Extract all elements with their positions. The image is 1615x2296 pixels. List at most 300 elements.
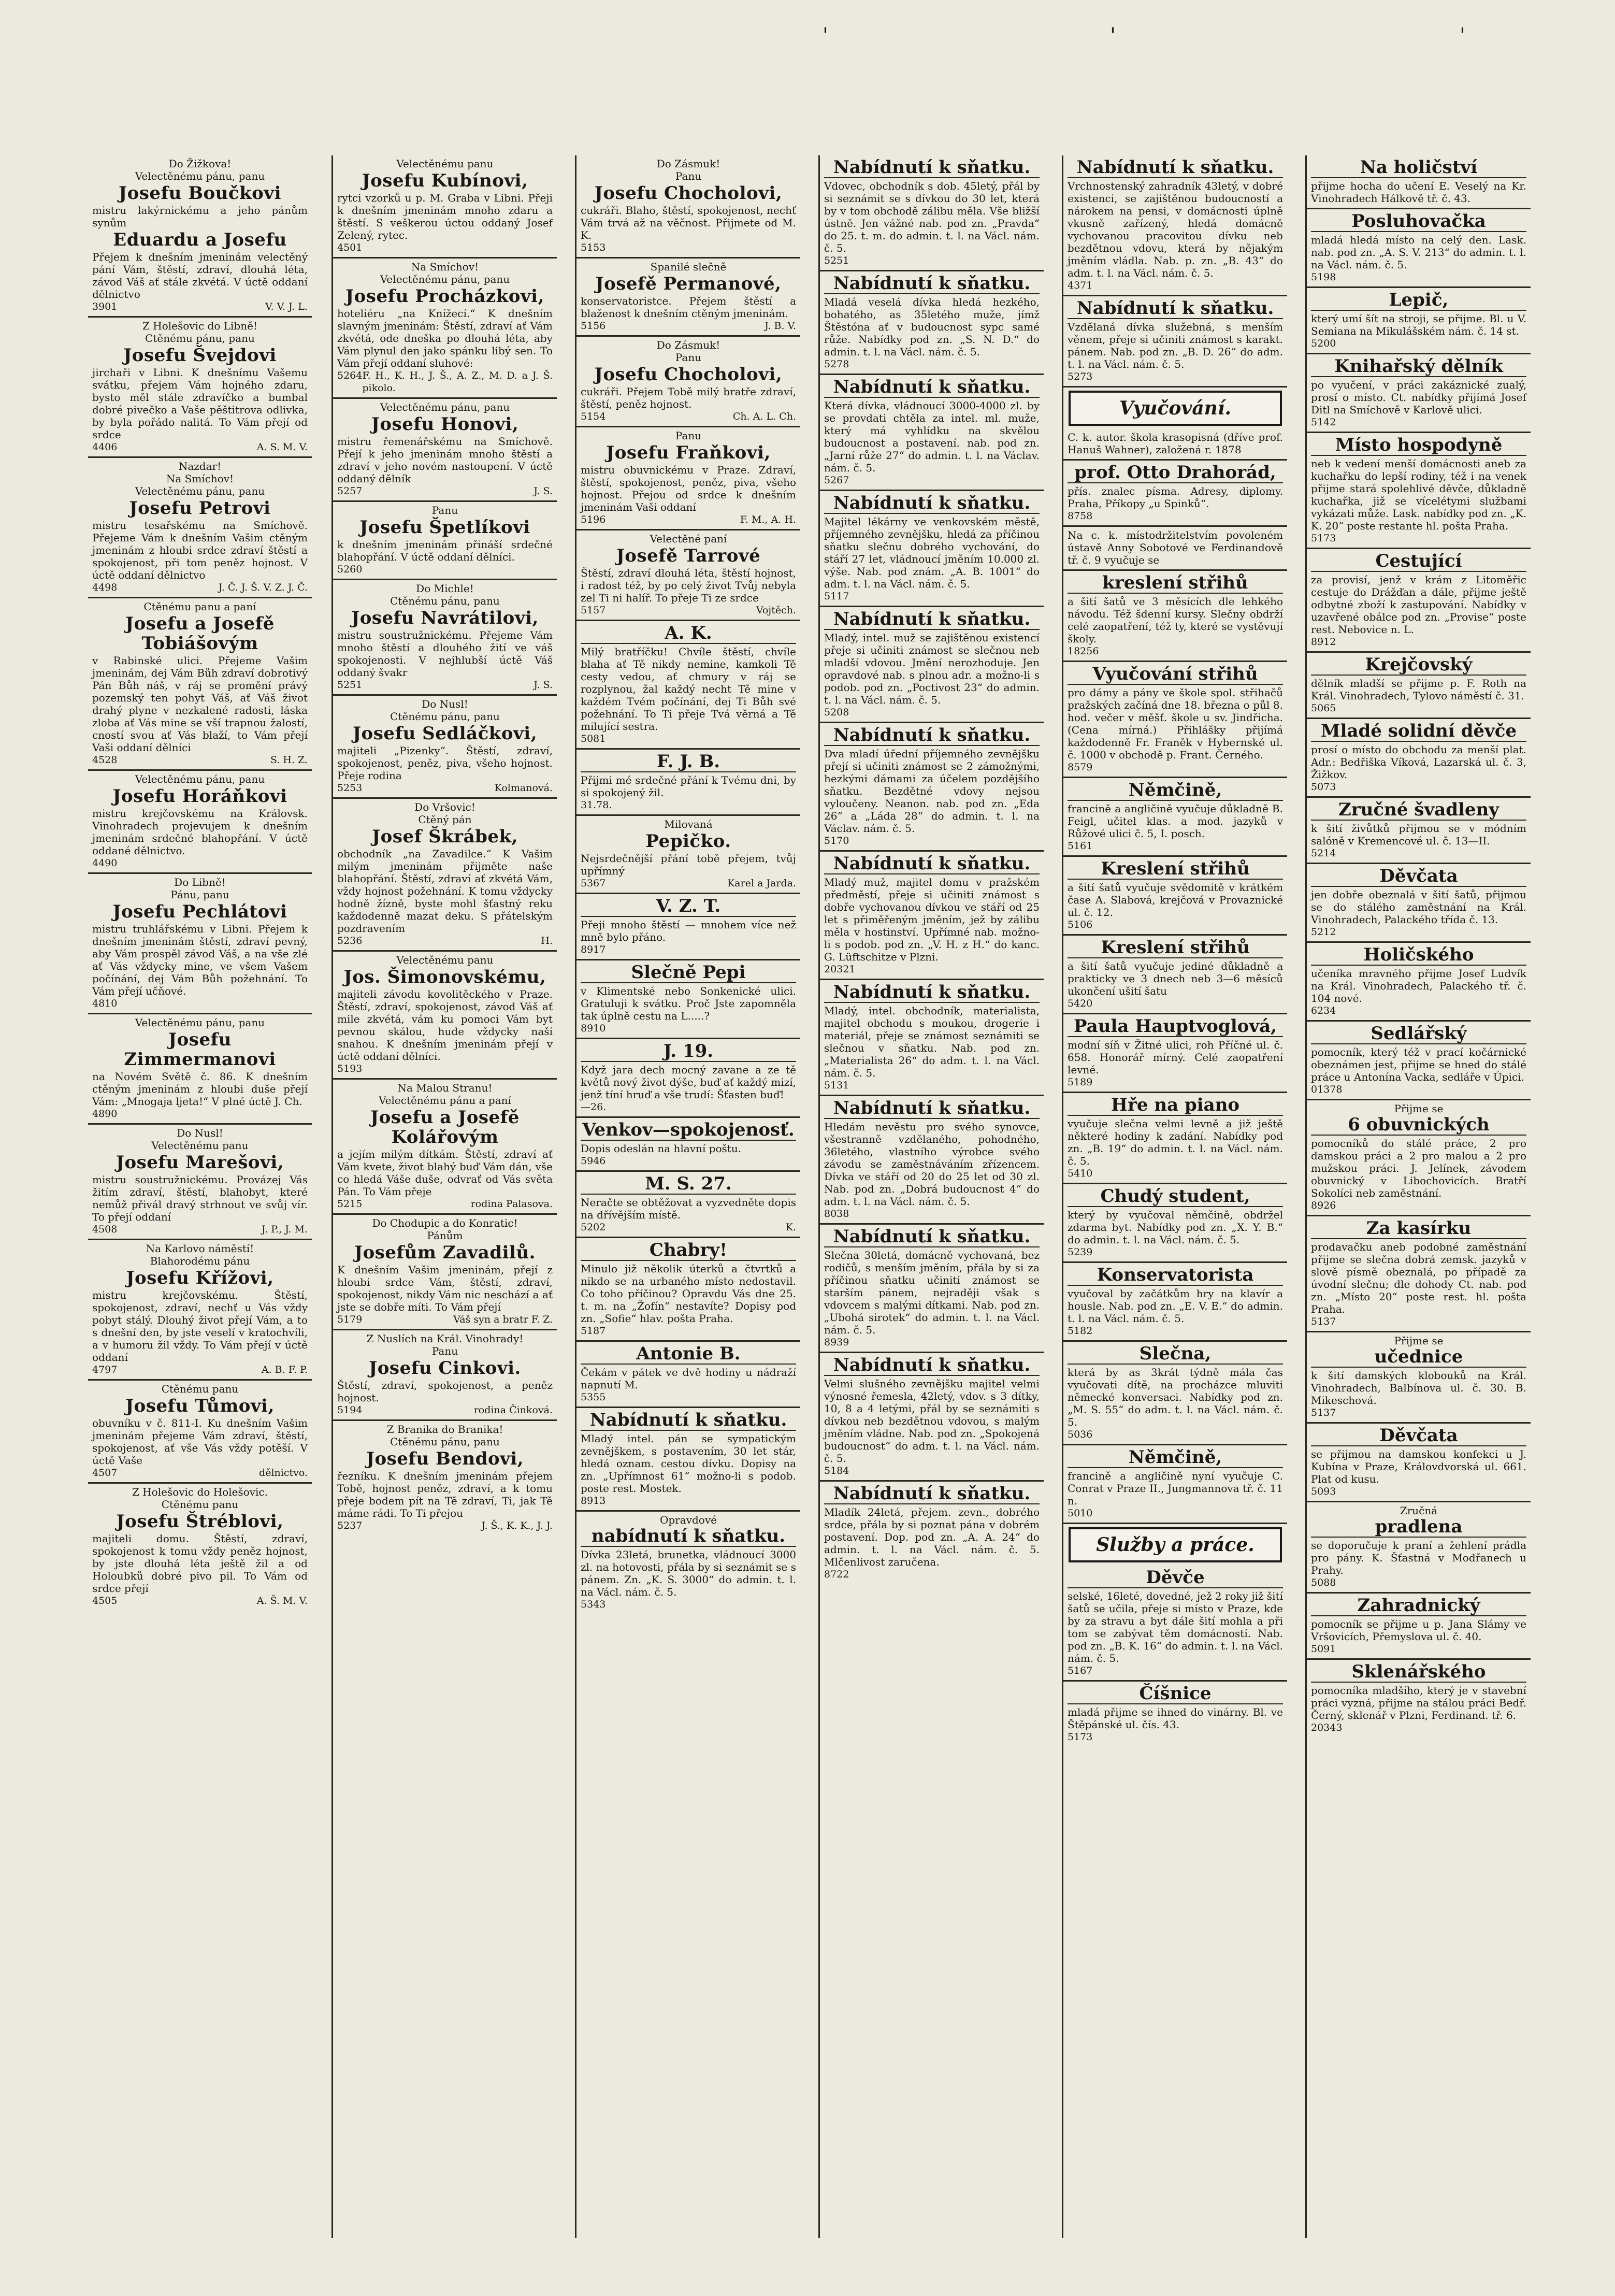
- ad-line: Velectěnému pánu, panu: [135, 1016, 265, 1029]
- ad-headline: V. Z. T.: [581, 896, 796, 917]
- ad-body: vyučoval by začátkům hry na klavír a housle. Nab. pod zn. „E. V. E.“ do admin. t. l. na Václ. nám. č. 5.: [1068, 1287, 1283, 1325]
- ad-line: Na Smíchov!: [411, 261, 479, 273]
- advertisement: [1063, 778, 1287, 857]
- ad-code: 5161: [1068, 840, 1093, 852]
- ad-headline: Posluhovačka: [1311, 211, 1526, 232]
- ad-line: Do Chodupic a do Konratic!: [372, 1217, 518, 1229]
- ad-footer: [581, 799, 796, 811]
- ad-headline: Děvče: [1068, 1568, 1283, 1588]
- ad-footer: [1311, 1199, 1526, 1212]
- ad-body: prodavačku aneb podobné zaměstnání přijme se slečna dobrá zemsk. jazyků v slově písmě obeznalá, po případě za úvodní slečnu; dle dohody Ct. nab. pod zn. „Místo 20“ poste rest. hl. pošta Praha.: [1311, 1241, 1526, 1315]
- ad-footer: [1068, 1507, 1283, 1519]
- ad-headline: Paula Hauptvoglová,: [1068, 1016, 1283, 1037]
- ad-body: Přijmi mé srdečné přání k Tvému dni, by si spokojený žil.: [581, 774, 796, 799]
- ad-code: 5260: [337, 564, 363, 575]
- ad-headline: Nabídnutí k sňatku.: [824, 609, 1040, 630]
- ad-line: Velectěnému pánu, panu: [135, 170, 265, 182]
- recipient-name: Josefu Honovi,: [371, 414, 519, 435]
- ad-code: 5212: [1311, 926, 1336, 938]
- ad-headline: Mladé solidní děvče: [1311, 721, 1526, 742]
- advertisement: [1063, 1445, 1287, 1524]
- ad-headline: Sedlářský: [1311, 1024, 1526, 1044]
- ad-footer: [92, 1108, 308, 1120]
- ad-signature: Vojtěch.: [756, 605, 796, 616]
- ad-footer: [1311, 702, 1526, 714]
- ad-code: 5073: [1311, 781, 1336, 793]
- recipient-name: Josefu Navrátilovi,: [351, 608, 539, 628]
- advertisement: [1307, 155, 1531, 209]
- ad-footer: [581, 877, 796, 889]
- advertisement: [88, 771, 312, 874]
- ad-footer: [824, 835, 1040, 847]
- ad-signature: A. B. F. P.: [261, 1364, 308, 1375]
- ad-code: 5194: [337, 1404, 363, 1416]
- ad-line: Panu: [675, 351, 702, 364]
- ad-footer: [92, 1595, 308, 1607]
- ad-line: Z Nuslích na Král. Vinohrady!: [366, 1332, 524, 1345]
- advertisement: [333, 259, 557, 399]
- ad-line: Panu: [431, 1345, 458, 1357]
- ad-footer: [92, 441, 308, 453]
- ad-code: 5081: [581, 733, 606, 744]
- ad-headline: Nabídnutí k sňatku.: [1068, 298, 1283, 319]
- advertisement: [576, 1118, 800, 1172]
- ad-headline: Nabídnutí k sňatku.: [1068, 157, 1283, 178]
- ad-code: 8038: [824, 1208, 849, 1219]
- ad-body: Mladý, intel. muž se zajištěnou existencí přeje si učiniti známost se slečnou neb mladší vdovou. Jmění nerozhoduje. Jen opravdové nab. s plnou adr. a možno-li s podob. pod zn. „Poctivost 23“ do admin. t. l. na Václ. nám. č. 5.: [824, 632, 1040, 706]
- ad-code: 18256: [1068, 645, 1099, 657]
- advertisement: [88, 1381, 312, 1484]
- ad-line: Velectěnému pánu a paní: [379, 1094, 511, 1107]
- ad-headline: Holičského: [1311, 945, 1526, 966]
- advertisement: [1063, 527, 1287, 571]
- ad-headline: Antonie B.: [581, 1344, 796, 1365]
- ad-body: majiteli domu. Štěstí, zdraví, spokojenost k tomu vždy peněz hojnost, by jste dlouhá léta ještě žil a od Holoubků dobré pivo pil. To Vám od srdce přejí: [92, 1532, 308, 1595]
- ad-signature: F. M., A. H.: [740, 514, 796, 525]
- ad-body: C. k. autor. škola krasopisná (dříve prof. Hanuš Wahner), založená r. 1878: [1068, 431, 1283, 456]
- ad-headline: Zahradnický: [1311, 1596, 1526, 1616]
- ad-footer: [824, 706, 1040, 719]
- recipient-name: Josefu Bendovi,: [366, 1448, 524, 1469]
- ad-line: Milovaná: [664, 818, 713, 830]
- ad-code: 4890: [92, 1108, 118, 1120]
- ad-body: mistru soustružnickému. Provázej Vás žitím zdraví, štěstí, blahobyt, které nemůž přivál dravý strhnout ve svůj vír. To přejí oddaní: [92, 1173, 308, 1223]
- ad-signature: A. Š. M. V.: [256, 1595, 308, 1606]
- ad-body: Štěstí, zdraví dlouhá léta, štěstí hojnost, i radost též, by po celý život Tvůj nebyla zel Ti ni halíř. To přeje Ti ze srdce: [581, 567, 796, 604]
- advertisement: [576, 621, 800, 750]
- ad-code: 6234: [1311, 1005, 1336, 1016]
- ad-headline: Cestující: [1311, 551, 1526, 572]
- ad-code: 4797: [92, 1364, 118, 1375]
- ad-headline: pradlena: [1311, 1517, 1526, 1538]
- ad-headline: Konservatorista: [1068, 1265, 1283, 1286]
- ad-signature: J. Č. J. Š. V. Z. J. Č.: [218, 582, 308, 593]
- ad-body: pomocníků do stálé práce, 2 pro damskou práci a 2 pro malou a 2 pro mužskou práci. J. Jelínek, závodem obuvnický v Libochovicích. Bratří Sokolíci neb zaměstnání.: [1311, 1137, 1526, 1199]
- ad-code: 5420: [1068, 998, 1093, 1009]
- recipient-name: Josefu a Josefě Tobiášovým: [125, 613, 275, 654]
- advertisement: [88, 1240, 312, 1381]
- ad-body: Dopis odeslán na hlavní poštu.: [581, 1142, 742, 1155]
- ad-footer: [824, 1568, 1040, 1581]
- ad-body: Minulo již několik úterků a čtvrtků a nikdo se na urbaného místo nedostavil. Co toho příčinou? Opravdu Vás dne 25. t. m. na „Žofín“ nestavíte? Dopisy pod zn. „Sofie“ hlav. pošta Praha.: [581, 1262, 796, 1325]
- ad-body: pomocník se přijme u p. Jana Slámy ve Vršovicích, Přemyslova ul. č. 40.: [1311, 1618, 1526, 1643]
- page-mark-3: ': [1460, 24, 1465, 48]
- ad-code: 5200: [1311, 338, 1336, 349]
- advertisement: [333, 952, 557, 1080]
- ad-code: 5157: [581, 605, 606, 616]
- advertisement: [820, 607, 1044, 723]
- ad-body: mladá hledá místo na celý den. Lask. nab. pod zn. „A. S. V. 213“ do admin. t. l. na Václ. nám. č. 5.: [1311, 234, 1526, 271]
- ad-headline: Chudý student,: [1068, 1186, 1283, 1207]
- ad-footer: [92, 581, 308, 594]
- ad-footer: [337, 563, 553, 576]
- ad-footer: [1311, 1643, 1526, 1655]
- ad-line: Do Vršovic!: [414, 801, 475, 813]
- ad-headline: Slečně Pepi: [581, 963, 796, 983]
- ad-line: Opravdové: [660, 1514, 717, 1526]
- ad-code: 8758: [1068, 510, 1093, 522]
- advertisement: [1063, 936, 1287, 1014]
- ad-signature: H.: [541, 935, 553, 946]
- ad-footer: [92, 1223, 308, 1236]
- ad-body: Neračte se obtěžovat a vyzvedněte dopis na dřívějším místě.: [581, 1196, 796, 1221]
- ad-code: 5236: [337, 935, 363, 946]
- recipient-name: Josefu Horáňkovi: [112, 786, 287, 807]
- ad-footer: [337, 1198, 553, 1210]
- ad-signature: Váš syn a bratr F. Z.: [453, 1314, 553, 1325]
- ad-code: 5173: [1068, 1731, 1093, 1743]
- ad-line: Pánům: [427, 1229, 463, 1242]
- ad-body: mistru obuvnickému v Praze. Zdraví, štěstí, spokojenost, peněz, piva, všeho hojnost. Přejou od srdce k dnešním jmeninám Vaši oddaní: [581, 464, 796, 513]
- ad-line: Z Holešovic do Holešovic.: [132, 1486, 268, 1498]
- advertisement: [88, 598, 312, 771]
- advertisement: [576, 259, 800, 337]
- advertisement: [1063, 1184, 1287, 1263]
- ad-footer: [337, 679, 553, 691]
- section-heading: Vyučování.: [1069, 391, 1282, 426]
- ad-body: mistru soustružnickému. Přejeme Vám mnoho štěstí a dlouhého žití ve váš spokojenosti. V nejhlubší úctě Váš oddaný švakr: [337, 629, 553, 679]
- ad-body: rytci vzorků u p. M. Graba v Libni. Přeji k dnešním jmeninám mnoho zdaru a štěstí. S veškerou úctou oddaný Josef Zelený, rytec.: [337, 192, 553, 241]
- advertisement: [1307, 1100, 1531, 1216]
- ad-headline: Lepič,: [1311, 290, 1526, 311]
- ad-line: Zručná: [1400, 1504, 1438, 1517]
- ad-body: a šití šatů vyučuje jediné důkladně a prakticky ve 3 dnech neb 3—6 měsíců ukončení ušití šatu: [1068, 960, 1283, 997]
- ad-code: 5106: [1068, 919, 1093, 930]
- ad-body: Vrchnostenský zahradník 43letý, v dobré existenci, se zajištěnou budoucností a nárokem na pensi, v domácnosti úplně vkusně zařízený, hledá domácně vychovanou pracovitou dívku neb bezdětnou vdovu, která by nějakým jměním vládla. Nab. p. zn. „B. 43“ do adm. t. l. na Václ. nám. č. 5.: [1068, 180, 1283, 279]
- ad-code: 31.78.: [581, 799, 612, 811]
- ad-code: 8722: [824, 1569, 849, 1580]
- ad-code: 5343: [581, 1599, 606, 1610]
- ad-footer: [1068, 370, 1283, 383]
- ad-headline: Na holičství: [1311, 157, 1526, 178]
- ad-line: Do Libně!: [174, 876, 226, 888]
- ad-footer: [92, 754, 308, 766]
- ad-headline: Nabídnutí k sňatku.: [824, 157, 1040, 178]
- advertisement: [576, 960, 800, 1039]
- ad-signature: Kolmanová.: [494, 782, 553, 794]
- ad-line: Z Branika do Branika!: [386, 1423, 503, 1436]
- ad-body: hoteliéru „na Knížecí.“ K dnešním slavným jmeninám: Štěstí, zdraví ať Vám zkvétá, ode dneška po dlouhá léta, aby Vám plynul den jako spánku libý sen. To Vám přejí oddaní sluhové:: [337, 307, 553, 369]
- advertisement: [88, 318, 312, 458]
- advertisement: [88, 1125, 312, 1240]
- ad-footer: [92, 857, 308, 869]
- advertisement: [820, 980, 1044, 1096]
- advertisement: [1063, 155, 1287, 296]
- ad-body: mistru truhlářskému v Libni. Přejem k dnešním jmeninám štěstí, zdraví pevný, aby Vám prospěl závod Váš, a na vše zlé ať Vás vždycky mine, ve všem Vašem počínání, dej Vám Bůh požehnání. To Vám přejí učňové.: [92, 923, 308, 997]
- ad-footer: [1311, 1407, 1526, 1419]
- recipient-name: Josefu Špetlíkovi: [359, 517, 530, 538]
- ad-footer: [1311, 416, 1526, 428]
- ad-signature: J. S.: [533, 679, 553, 691]
- ad-code: 20343: [1311, 1722, 1343, 1733]
- ad-footer: [337, 1063, 553, 1075]
- ad-footer: [581, 604, 796, 616]
- ad-footer: [581, 1221, 796, 1233]
- ad-headline: Nabídnutí k sňatku.: [824, 1355, 1040, 1376]
- ad-code: 5193: [337, 1063, 363, 1074]
- ad-body: pomocníka mladšího, který je v stavební práci vyzná, přijme na stálou práci Bedř. Černý, sklenář v Plzni, Ferdinand. tř. 6.: [1311, 1684, 1526, 1721]
- ad-footer: [1068, 1167, 1283, 1180]
- ad-body: dělník mladší se přijme p. F. Roth na Král. Vinohradech, Tylovo náměstí č. 31.: [1311, 677, 1526, 702]
- recipient-name: Josefu Boučkovi: [119, 183, 281, 204]
- recipient-name: Josefu Křížovi,: [126, 1268, 274, 1288]
- recipient-name: Josefu Fraňkovi,: [606, 442, 771, 463]
- ad-line: Do Zásmuk!: [656, 157, 720, 170]
- advertisement: [1063, 1014, 1287, 1093]
- advertisement: [1063, 296, 1287, 388]
- ad-headline: nabídnutí k sňatku.: [581, 1526, 796, 1547]
- ad-headline: Němčině,: [1068, 780, 1283, 801]
- ad-line: Velectěnému pánu, panu: [135, 773, 265, 785]
- ad-line: Ctěnému pánu, panu: [390, 1436, 500, 1448]
- ad-body: Na c. k. místodržitelstvím povoleném ústavě Anny Sobotové ve Ferdinandově tř. č. 9 vyučuje se: [1068, 529, 1283, 566]
- ad-line: Do Michle!: [416, 582, 474, 595]
- ad-headline: Za kasírku: [1311, 1218, 1526, 1239]
- ad-footer: [1068, 840, 1283, 852]
- ad-footer: [824, 254, 1040, 267]
- advertisement: [333, 696, 557, 799]
- ad-footer: [1068, 1731, 1283, 1743]
- advertisement: [88, 155, 312, 318]
- ad-footer: [1068, 1325, 1283, 1337]
- ad-code: 5173: [1311, 533, 1336, 544]
- ad-code: 01378: [1311, 1084, 1343, 1095]
- ad-footer: [1068, 919, 1283, 931]
- ad-code: 5184: [824, 1465, 849, 1476]
- ad-code: 5036: [1068, 1429, 1093, 1440]
- ad-code: 5131: [824, 1080, 849, 1091]
- ad-footer: [337, 1404, 553, 1416]
- advertisement: [1307, 1502, 1531, 1594]
- ad-body: k dnešním jmeninám přináší srdečné blahopřání. V úctě oddaní dělníci.: [337, 538, 553, 563]
- ad-line: Na Malou Stranu!: [397, 1082, 493, 1094]
- advertisement: [333, 1080, 557, 1215]
- ad-line: Panu: [675, 429, 702, 442]
- ad-line: Velectěnému pánu, panu: [380, 401, 510, 413]
- ad-headline: Kreslení střihů: [1068, 938, 1283, 958]
- advertisement: [1307, 864, 1531, 943]
- ad-footer: [1311, 926, 1526, 938]
- ad-footer: [1311, 337, 1526, 350]
- ad-headline: Zručné švadleny: [1311, 800, 1526, 821]
- ad-code: 8913: [581, 1495, 606, 1506]
- ad-footer: [337, 782, 553, 794]
- ad-body: Hledám nevěstu pro svého synovce, všestranně vzdělaného, pohodného, 36letého, vlastního výrobce svého závodu se zaměstnáváním zřízencem. Dívka ve stáří od 20 do 25 let od 30 zl. Nab. pod zn. „Dobrá budoucnost 4“ do adm. t. l. na Václ. nám. č. 5.: [824, 1121, 1040, 1208]
- ad-body: obuvníku v č. 811-I. Ku dnešním Vašim jmeninám přejeme Vám zdraví, štěstí, spokojenost, ať vše Vás vždy potěší. V úctě Vaše: [92, 1417, 308, 1467]
- recipient-name: Josefu Chocholovi,: [594, 183, 783, 204]
- advertisement: [1307, 1660, 1531, 1737]
- ad-footer: [337, 241, 553, 254]
- ad-footer: [1311, 1485, 1526, 1498]
- advertisement: [333, 399, 557, 502]
- advertisement: [333, 1330, 557, 1421]
- ad-code: 5010: [1068, 1508, 1093, 1519]
- advertisement: [1307, 798, 1531, 864]
- ad-headline: Nabídnutí k sňatku.: [824, 1227, 1040, 1247]
- recipient-name: Josefu Pechlátovi: [112, 901, 287, 922]
- ad-body: majiteli „Pizenky“. Štěstí, zdraví, spokojenost, peněz, piva, všeho hojnost. Přeje rodina: [337, 744, 553, 782]
- ad-signature: K.: [785, 1222, 796, 1233]
- ad-body: mistru řemenářskému na Smíchově. Přejí k jeho jmeninám mnoho štěstí a zdraví v jeho novém nastoupení. V úctě oddaný dělník: [337, 435, 553, 485]
- ad-code: 5946: [581, 1155, 606, 1167]
- recipient-name: Josefu Chocholovi,: [594, 364, 783, 385]
- ad-footer: [581, 1101, 796, 1113]
- ad-code: 5267: [824, 475, 849, 486]
- ad-body: Slečna 30letá, domácně vychovaná, bez rodičů, s menším jměním, přála by si za příčinou sňatku učiniti známost se starším pánem, nejraději však s vdovcem s malými dítkami. Nab. pod zn. „Ubohá sirotek“ do admin. t. l. na Václ. nám. č. 5.: [824, 1249, 1040, 1336]
- ad-body: v Rabinské ulici. Přejeme Vašim jmeninám, dej Vám Bůh zdraví dobrotivý Pán Bůh náš, v ráj se promění právý pozemský ten pohyt Váš, ať Váš život drahý plyne v nezkalené radosti, láska zloba ať Vás mine se vší trapnou žalostí, cností svou ať Vás blaží, to Vám přejí Vaši oddaní dělníci: [92, 654, 308, 754]
- ad-footer: [824, 1336, 1040, 1348]
- ad-footer: [1311, 781, 1526, 793]
- advertisement: [820, 1096, 1044, 1225]
- advertisement: [1307, 719, 1531, 798]
- ad-footer: [581, 733, 796, 745]
- recipient-name: Josefu Cinkovi.: [369, 1358, 521, 1379]
- ad-code: 5237: [337, 1520, 363, 1531]
- ad-signature: A. S. M. V.: [256, 441, 308, 453]
- recipient-name: Josefu Zimmermanovi: [124, 1029, 276, 1070]
- ad-code: 5253: [337, 782, 363, 794]
- ad-body: Štěstí, zdraví, spokojenost, a peněz hojnost.: [337, 1379, 553, 1404]
- ad-body: selské, 16leté, dovedné, jež 2 roky již šití šatů se učila, přeje si místo v Praze, kde by za stravu a byt dále šití mohla a při tom se zabývat těm domácností. Nab. pod zn. „B. K. 16“ do admin. t. l. na Václ. nám. č. 5.: [1068, 1590, 1283, 1664]
- ad-headline: A. K.: [581, 623, 796, 644]
- ad-line: Z Holešovic do Libně!: [142, 320, 257, 332]
- ad-footer: [1068, 510, 1283, 522]
- ad-body: k šití damských klobouků na Král. Vinohradech, Balbínova ul. č. 30. B. Mikeschová.: [1311, 1369, 1526, 1407]
- advertisement: [1063, 461, 1287, 527]
- ad-headline: Nabídnutí k sňatku.: [824, 274, 1040, 294]
- ad-headline: kreslení střihů: [1068, 573, 1283, 594]
- ad-line: Do Nusl!: [422, 698, 468, 710]
- ad-footer: [581, 943, 796, 956]
- ad-body: mistru tesařskému na Smíchově. Přejeme Vám k dnešním Vašim ctěným jmeninám z hloubi srdce zdraví štěstí a spokojenost, při tom peněz hojnost. V úctě oddaní dělnictvo: [92, 519, 308, 581]
- ad-body: prosí o místo do obchodu za menší plat. Adr.: Bedřiška Víková, Lazarská ul. č. 3, Žižkov.: [1311, 743, 1526, 781]
- page-mark-1: ': [823, 24, 828, 48]
- ad-body: Mladý muž, majitel domu v pražském předměstí, přeje si učiniti známost s dobře vychovanou dívkou ve stáří od 25 let s přiměřeným jměním, jež by zálibu měla v hostinství. Upřímné nab. možno-li s podob. pod zn. „V. H. z H.“ do kanc. G. Lüftschitze v Plzni.: [824, 876, 1040, 963]
- ad-footer: [1311, 847, 1526, 859]
- ad-body: Majitel lékárny ve venkovském městě, příjemného zevnějšku, hledá za příčinou sňatku slečnu dobrého vychování, do stáří 27 let, vládnoucí jměním 10.000 zl. výše. Nab. pod znám. „A. B. 1001“ do adm. t. l. na Václ. nám. č. 5.: [824, 515, 1040, 590]
- advertisement: [820, 375, 1044, 491]
- ad-footer: [1311, 1721, 1526, 1734]
- ad-footer: [92, 300, 308, 313]
- ad-footer: [581, 1325, 796, 1337]
- ad-code: 5142: [1311, 417, 1336, 428]
- ad-footer: [1068, 279, 1283, 292]
- advertisement: [1307, 1216, 1531, 1332]
- recipient-name: Josefu Štréblovi,: [116, 1511, 284, 1532]
- advertisement: [820, 852, 1044, 980]
- ad-body: Mladík 24letá, přejem. zevn., dobrého srdce, přála by si poznat pána v dobrém postavení. Dop. pod zn. „A. A. 24“ do admin. t. l. na Václ. nám. č. 5. Mlčenlivost zaručena.: [824, 1506, 1040, 1568]
- ad-headline: Sklenářského: [1311, 1662, 1526, 1683]
- ad-signature: F. H., K. H., J. Š., A. Z., M. D. a J. Š. pikolo.: [362, 370, 553, 394]
- ad-body: Která dívka, vládnoucí 3000-4000 zl. by se provdati chtěla za intel. ml. muže, který má vyhlídku na skvělou budoucnost a postavení. nab. pod zn. „Jarní růže 27“ do admin. t. l. na Václav. nám. č. 5.: [824, 399, 1040, 474]
- ad-body: cukráři. Blaho, štěstí, spokojenost, nechť Vám trvá až na věčnost. Přijmete od M. K.: [581, 204, 796, 241]
- advertisement: [1307, 433, 1531, 549]
- ad-footer: [1068, 761, 1283, 773]
- advertisement: [1063, 429, 1287, 461]
- ad-headline: Nabídnutí k sňatku.: [824, 982, 1040, 1003]
- advertisement: [820, 491, 1044, 607]
- advertisement: [333, 1421, 557, 1535]
- ad-footer: [1311, 1315, 1526, 1328]
- ad-code: 4371: [1068, 280, 1093, 291]
- ad-code: 5239: [1068, 1246, 1093, 1258]
- ad-code: 5410: [1068, 1168, 1093, 1179]
- ad-headline: J. 19.: [581, 1041, 796, 1062]
- ad-body: se přijmou na damskou konfekci u J. Kubína v Praze, Královdvorská ul. 661. Plat od kusu.: [1311, 1448, 1526, 1485]
- ad-body: k šití živůtků přijmou se v módním salóně v Kremencové ul. č. 13—II.: [1311, 822, 1526, 847]
- ad-code: 5278: [824, 358, 849, 370]
- advertisement: [1063, 1682, 1287, 1746]
- ad-line: Ctěnému pánu, panu: [390, 710, 500, 723]
- ad-body: se doporučuje k praní a žehlení prádla pro pány. K. Šťastná v Modřanech u Prahy.: [1311, 1539, 1526, 1576]
- ad-headline: Místo hospodyně: [1311, 435, 1526, 456]
- recipient-name: Josefu Sedláčkovi,: [352, 723, 538, 744]
- ad-signature: Ch. A. L. Ch.: [732, 411, 796, 422]
- advertisement: [576, 1342, 800, 1408]
- ad-footer: [824, 1208, 1040, 1220]
- ad-line: Na Smíchov!: [166, 472, 234, 485]
- ad-headline: Nabídnutí k sňatku.: [824, 1484, 1040, 1504]
- ad-code: 8912: [1311, 636, 1336, 648]
- advertisement: [1307, 943, 1531, 1022]
- advertisement: [820, 271, 1044, 375]
- ad-code: 5156: [581, 320, 606, 332]
- ad-line: Velectěnému pánu, panu: [135, 485, 265, 497]
- ad-line: Velectěné paní: [650, 533, 727, 545]
- ad-code: 5093: [1311, 1486, 1336, 1497]
- ad-footer: [824, 590, 1040, 602]
- advertisement: [88, 1484, 312, 1610]
- ad-footer: [1311, 1576, 1526, 1589]
- ad-line: Přijme se: [1394, 1334, 1444, 1347]
- ad-line: Do Žižkova!: [168, 157, 232, 170]
- advertisement: [820, 1482, 1044, 1584]
- ad-footer: [824, 1079, 1040, 1092]
- recipient-name: Josefu Tůmovi,: [125, 1396, 275, 1416]
- advertisement: [1063, 1093, 1287, 1184]
- ad-code: 4490: [92, 857, 118, 869]
- ad-line: Pánu, panu: [170, 888, 229, 901]
- advertisement: [576, 750, 800, 816]
- ad-code: 20321: [824, 964, 856, 975]
- ad-footer: [1068, 645, 1283, 657]
- advertisement: [820, 1353, 1044, 1482]
- column-1: [88, 155, 312, 2238]
- ad-footer: [1068, 997, 1283, 1010]
- ad-body: která by as 3krát týdně mála čas vyučovati dítě, na procházce mluviti německé konversaci. Nabídky pod zn. „M. S. 55“ do adm. t. l. na Václ. nám. č. 5.: [1068, 1366, 1283, 1428]
- newspaper-page: [88, 155, 1549, 2238]
- ad-code: 5264: [337, 370, 363, 381]
